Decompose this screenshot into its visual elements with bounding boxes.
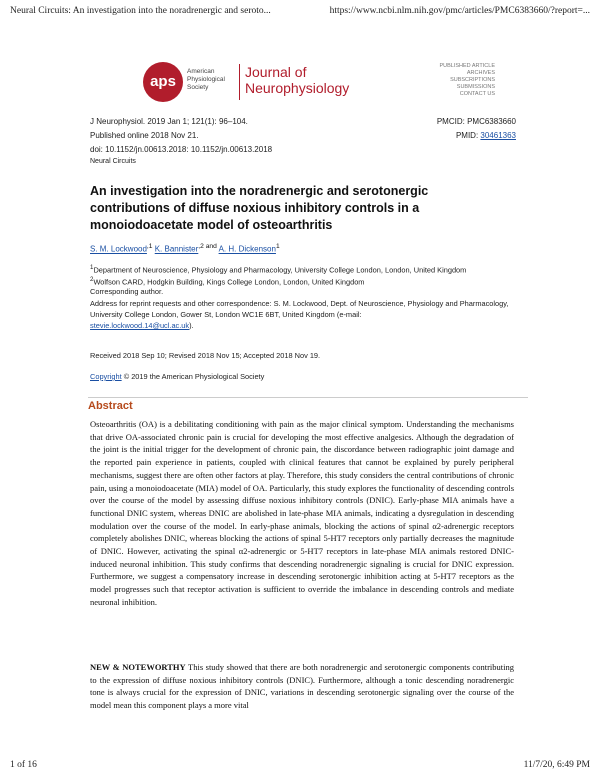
pmcid: PMCID: PMC6383660 [436, 117, 516, 126]
new-noteworthy-label: NEW & NOTEWORTHY [90, 662, 186, 672]
banner-divider [239, 64, 240, 100]
browser-print-footer [10, 760, 590, 770]
journal-title: Journal of Neurophysiology [245, 64, 350, 96]
pmid-link[interactable]: 30461363 [480, 131, 516, 140]
journal-banner[interactable] [143, 62, 600, 110]
link-subscriptions[interactable]: SUBSCRIPTIONS [450, 77, 495, 83]
link-submissions[interactable]: SUBMISSIONS [456, 84, 495, 90]
browser-print-header [10, 6, 590, 16]
print-header-url: https://www.ncbi.nlm.nih.gov/pmc/articles/PMC6383660/?report=... [329, 6, 590, 16]
society-name: American Physiological Society [187, 68, 225, 91]
page-count: 1 of 16 [10, 760, 37, 770]
citation-published: Published online 2018 Nov 21. [90, 131, 199, 140]
article-title: An investigation into the noradrenergic and serotonergic contributions of diffuse noxious inhibitory controls in a monoiodoacetate model of osteoarthritis [90, 184, 429, 232]
copyright-link[interactable]: Copyright [90, 372, 122, 381]
print-timestamp: 11/7/20, 6:49 PM [523, 760, 590, 770]
author-lockwood[interactable]: S. M. Lockwood [90, 244, 147, 254]
journal-links [395, 63, 495, 98]
print-header-title: Neural Circuits: An investigation into the noradrenergic and seroto... [10, 6, 271, 16]
author-bannister[interactable]: K. Bannister [154, 244, 199, 254]
aps-logo: aps [143, 62, 183, 102]
pmid-line: PMID: 30461363 [455, 131, 516, 140]
corresponding-author: Corresponding author. [90, 287, 164, 296]
abstract-text: Osteoarthritis (OA) is a debilitating conditioning with pain as the major clinical symptom. Understanding the mechanisms that drive OA-associated chronic pain is crucial for developing the most effective analgesics. Although the degradation of the joint is the initial trigger for the development of chronic pain, the discordance between radiographic joint damage and the reported pain experience in patients, coupled with clinical features that cannot be explained by purely peripheral mechanisms, suggest there are often other factors at play. Therefore, this study considers the central contributions of chronic pain, using a monoiodoacetate (MIA) model of OA. Particularly, this study explores the functionality of descending controls over the course of the model by assessing diffuse noxious inhibitory controls (DNIC). Early-phase MIA animals have a functional DNIC system, whereas DNIC are abolished in late-phase MIA animals, indicating a dysregulation in descending modulation over the course of the model. In early-phase animals, blocking the actions of spinal α2-adrenergic receptors completely abolishes DNIC, whereas blocking the actions of spinal 5-HT7 receptors only partially decreases the magnitude of DNIC. However, activating the spinal α2-adrenergic or 5-HT7 receptors in late-phase MIA animals restored DNIC-induced neuronal inhibition. This study confirms that descending noradrenergic signaling is crucial for DNIC expression. Furthermore, we suggest a compensatory increase in descending serotonergic inhibition acting at 5-HT7 receptors as the model progresses such that receptor activation is sufficient to override the imbalance in descending controls and mediate neuronal inhibition. [90, 419, 514, 607]
author-dickenson[interactable]: A. H. Dickenson [218, 244, 276, 254]
new-noteworthy [90, 661, 514, 712]
citation-doi: doi: 10.1152/jn.00613.2018: 10.1152/jn.00613.2018 [90, 145, 273, 154]
email-link[interactable]: stevie.lockwood.14@ucl.ac.uk [90, 321, 190, 330]
affiliation-2: $^2$Wolfson CARD, Hodgkin Building, Kings College London, London, United Kingdom [90, 276, 365, 287]
link-contact-us[interactable]: CONTACT US [459, 91, 495, 97]
citation-journal: J Neurophysiol. 2019 Jan 1; 121(1): 96–104. [90, 117, 248, 126]
received-dates: Received 2018 Sep 10; Revised 2018 Nov 15; Accepted 2018 Nov 19. [90, 351, 321, 360]
copyright-line: Copyright © 2019 the American Physiological Society [90, 372, 265, 381]
link-archives[interactable]: ARCHIVES [466, 70, 495, 76]
author-list: S. M. Lockwood$^{,1}$ K. Bannister$^{,2 and}$ A. H. Dickenson$^1$ [90, 243, 280, 254]
reprint-address: Address for reprint requests and other correspondence: S. M. Lockwood, Dept. of Neuroscience, Physiology and Pharmacology, University College London, Gower St, London WC1E 6BT, United Kingdom (e-mail: stevie.lockwood.14@ucl.ac.uk). [90, 299, 509, 330]
link-published-article[interactable]: PUBLISHED ARTICLE [439, 63, 495, 69]
abstract-heading: Abstract [88, 397, 528, 412]
citation-section: Neural Circuits [90, 158, 136, 165]
new-noteworthy-text: This study showed that there are both noradrenergic and serotonergic components contributing to the expression of diffuse noxious inhibitory controls (DNIC). Furthermore, although a tonic descending noradrenergic tone is always crucial for the expression of DNIC, variations in descending serotonergic signaling over the course of the model mean this component plays a more vital [90, 662, 514, 711]
affiliation-1: $^1$Department of Neuroscience, Physiology and Pharmacology, University College London, London, United Kingdom [90, 264, 467, 275]
